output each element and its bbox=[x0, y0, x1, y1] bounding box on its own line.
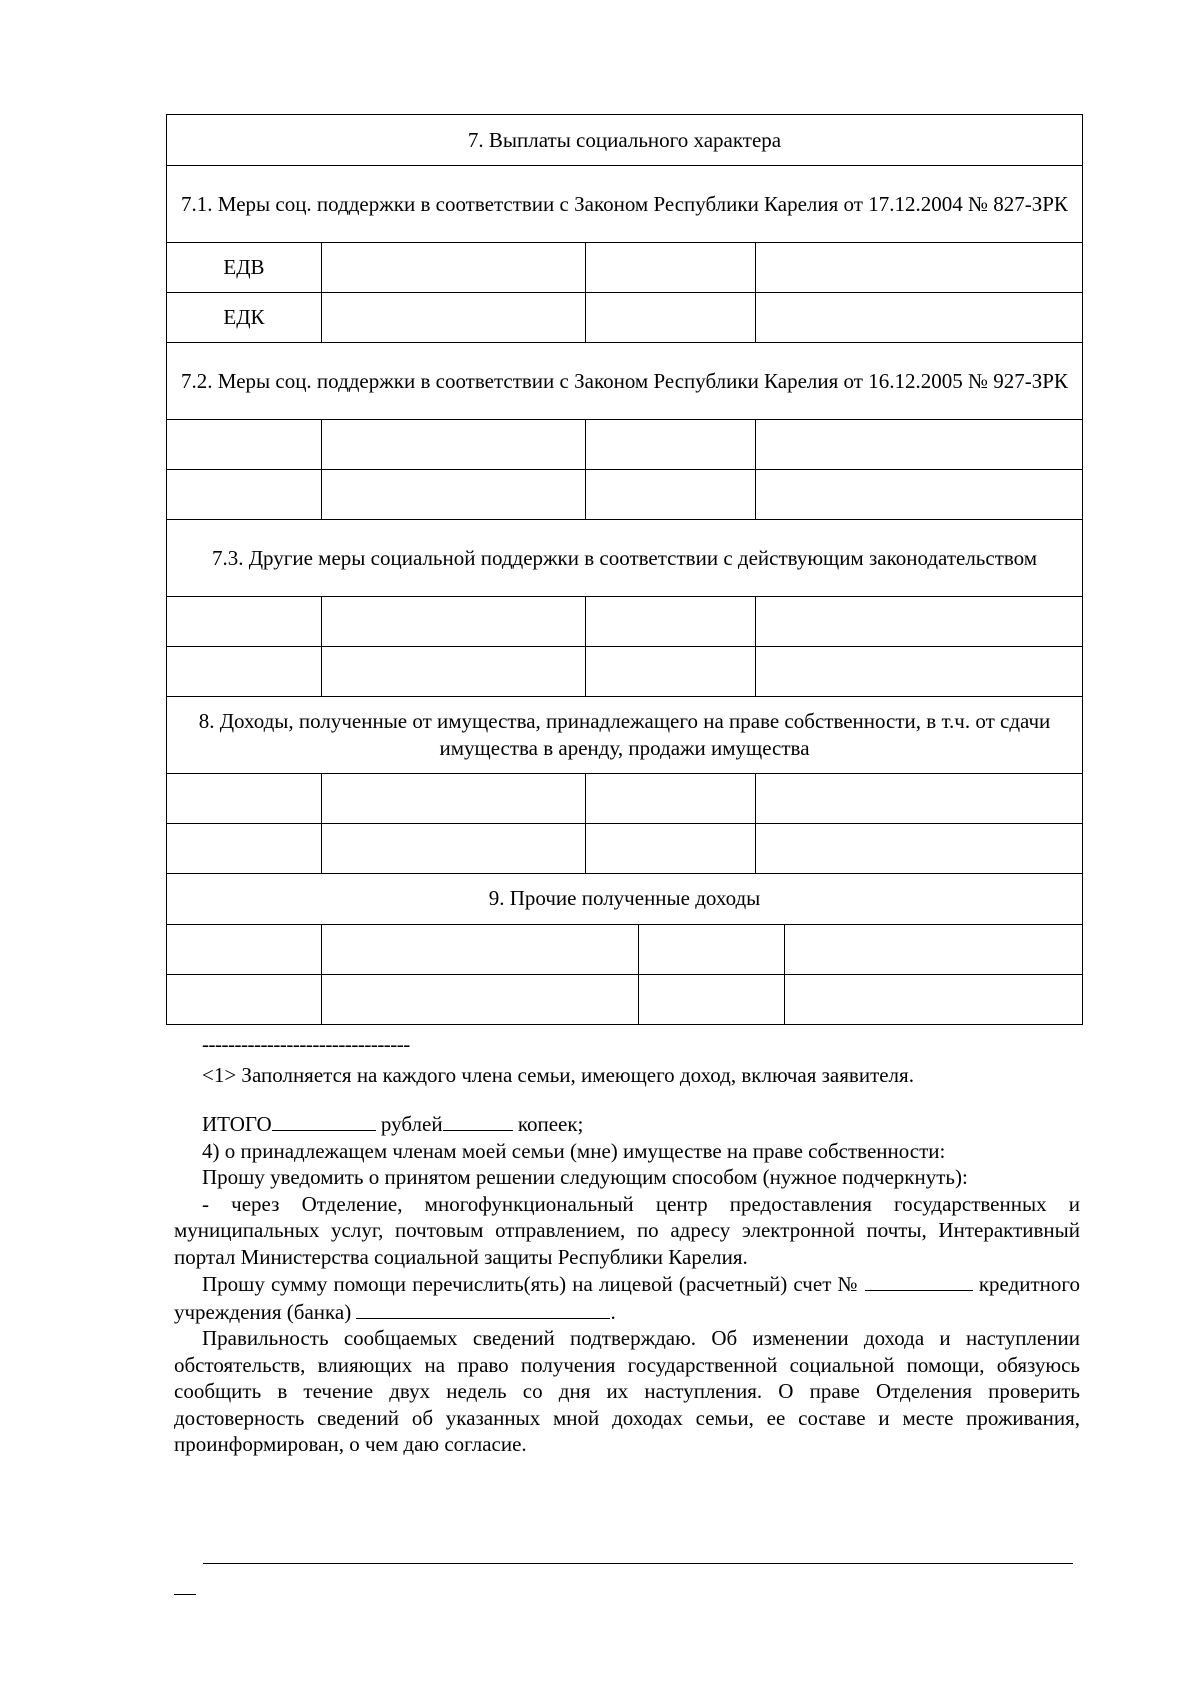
table-cell[interactable] bbox=[322, 597, 586, 647]
other-income-table bbox=[166, 873, 1083, 1025]
table-cell[interactable] bbox=[756, 824, 1083, 874]
table-cell[interactable] bbox=[167, 974, 322, 1024]
footnote-separator: -------------------------------- bbox=[202, 1032, 410, 1056]
table-cell[interactable] bbox=[756, 774, 1083, 824]
account-number-field[interactable] bbox=[865, 1270, 973, 1291]
table-cell[interactable] bbox=[756, 420, 1083, 470]
table-cell[interactable] bbox=[322, 243, 586, 293]
notify-paragraph: Прошу уведомить о принятом решении следующим способом (нужное подчеркнуть): bbox=[202, 1165, 968, 1189]
table-cell[interactable] bbox=[167, 774, 322, 824]
kopecks-field[interactable] bbox=[443, 1110, 513, 1131]
section-7-2-header: 7.2. Меры соц. поддержки в соответствии с Законом Республики Карелия от 16.12.2005 № 927-ЗРК bbox=[167, 343, 1083, 420]
table-cell[interactable] bbox=[586, 824, 756, 874]
bank-name-field[interactable] bbox=[356, 1298, 610, 1319]
table-cell[interactable] bbox=[586, 470, 756, 520]
total-label: ИТОГО bbox=[202, 1112, 272, 1136]
rubles-field[interactable] bbox=[272, 1110, 376, 1131]
table-cell[interactable] bbox=[639, 924, 785, 974]
table-cell[interactable] bbox=[756, 647, 1083, 697]
methods-paragraph: - через Отделение, многофункциональный центр предоставления государственных и муниципальных услуг, почтовым отправлением, по адресу электронной почты, Интерактивный портал Министерства социальной защиты Республики Карелия. bbox=[174, 1191, 1080, 1269]
section-7-header: 7. Выплаты социального характера bbox=[167, 115, 1083, 166]
table-cell[interactable] bbox=[322, 774, 586, 824]
property-paragraph: 4) о принадлежащем членам моей семьи (мне) имуществе на праве собственности: bbox=[202, 1138, 946, 1163]
table-cell[interactable] bbox=[322, 824, 586, 874]
table-cell[interactable] bbox=[586, 647, 756, 697]
section-7-3-header: 7.3. Другие меры социальной поддержки в соответствии с действующим законодательством bbox=[167, 520, 1083, 597]
table-cell[interactable] bbox=[756, 243, 1083, 293]
table-cell[interactable] bbox=[756, 597, 1083, 647]
confirm-paragraph: Правильность сообщаемых сведений подтверждаю. Об изменении дохода и наступлении обстоятельств, влияющих на право получения государственной социальной помощи, обязуюсь сообщить в течение двух недель со дня их наступления. О праве Отделения проверить достоверность сведений об указанных мной доходах семьи, ее составе и месте проживания, проинформирован, о чем даю согласие. bbox=[174, 1326, 1080, 1456]
signature-line[interactable] bbox=[203, 1563, 1073, 1564]
table-cell[interactable] bbox=[586, 420, 756, 470]
table-cell[interactable] bbox=[322, 470, 586, 520]
kopecks-label: копеек; bbox=[517, 1112, 584, 1136]
table-cell[interactable] bbox=[167, 597, 322, 647]
bank-label: кредитного учреждения (банка) bbox=[174, 1272, 1081, 1324]
trailing-dash bbox=[174, 1594, 196, 1595]
section-7-1-header: 7.1. Меры соц. поддержки в соответствии с Законом Республики Карелия от 17.12.2004 № 827-ЗРК bbox=[167, 166, 1083, 243]
table-cell[interactable] bbox=[586, 597, 756, 647]
row-label-edv: ЕДВ bbox=[167, 243, 322, 293]
table-cell[interactable] bbox=[167, 924, 322, 974]
table-cell[interactable] bbox=[322, 647, 586, 697]
table-cell[interactable] bbox=[167, 647, 322, 697]
table-cell[interactable] bbox=[167, 470, 322, 520]
transfer-label: Прошу сумму помощи перечислить(ять) на лицевой (расчетный) счет № bbox=[202, 1272, 859, 1296]
table-cell[interactable] bbox=[756, 470, 1083, 520]
table-cell[interactable] bbox=[322, 293, 586, 343]
total-line bbox=[174, 1110, 1080, 1138]
bank-end-dot: . bbox=[610, 1299, 616, 1324]
table-cell[interactable] bbox=[586, 293, 756, 343]
footnote-text: <1> Заполняется на каждого члена семьи, имеющего доход, включая заявителя. bbox=[202, 1063, 914, 1087]
row-label-edk: ЕДК bbox=[167, 293, 322, 343]
section-8-header: 8. Доходы, полученные от имущества, принадлежащего на праве собственности, в т.ч. от сдачи имущества в аренду, продажи имущества bbox=[167, 697, 1083, 774]
table-cell[interactable] bbox=[322, 420, 586, 470]
table-cell[interactable] bbox=[586, 243, 756, 293]
income-table bbox=[166, 114, 1083, 874]
table-cell[interactable] bbox=[639, 974, 785, 1024]
table-cell[interactable] bbox=[785, 924, 1083, 974]
table-cell[interactable] bbox=[785, 974, 1083, 1024]
section-9-header: 9. Прочие полученные доходы bbox=[167, 873, 1083, 924]
table-cell[interactable] bbox=[322, 924, 639, 974]
table-cell[interactable] bbox=[756, 293, 1083, 343]
table-cell[interactable] bbox=[167, 420, 322, 470]
transfer-paragraph bbox=[174, 1270, 1080, 1325]
table-cell[interactable] bbox=[586, 774, 756, 824]
table-cell[interactable] bbox=[167, 824, 322, 874]
rubles-label: рублей bbox=[380, 1112, 443, 1136]
application-text bbox=[174, 1110, 1080, 1458]
table-cell[interactable] bbox=[322, 974, 639, 1024]
